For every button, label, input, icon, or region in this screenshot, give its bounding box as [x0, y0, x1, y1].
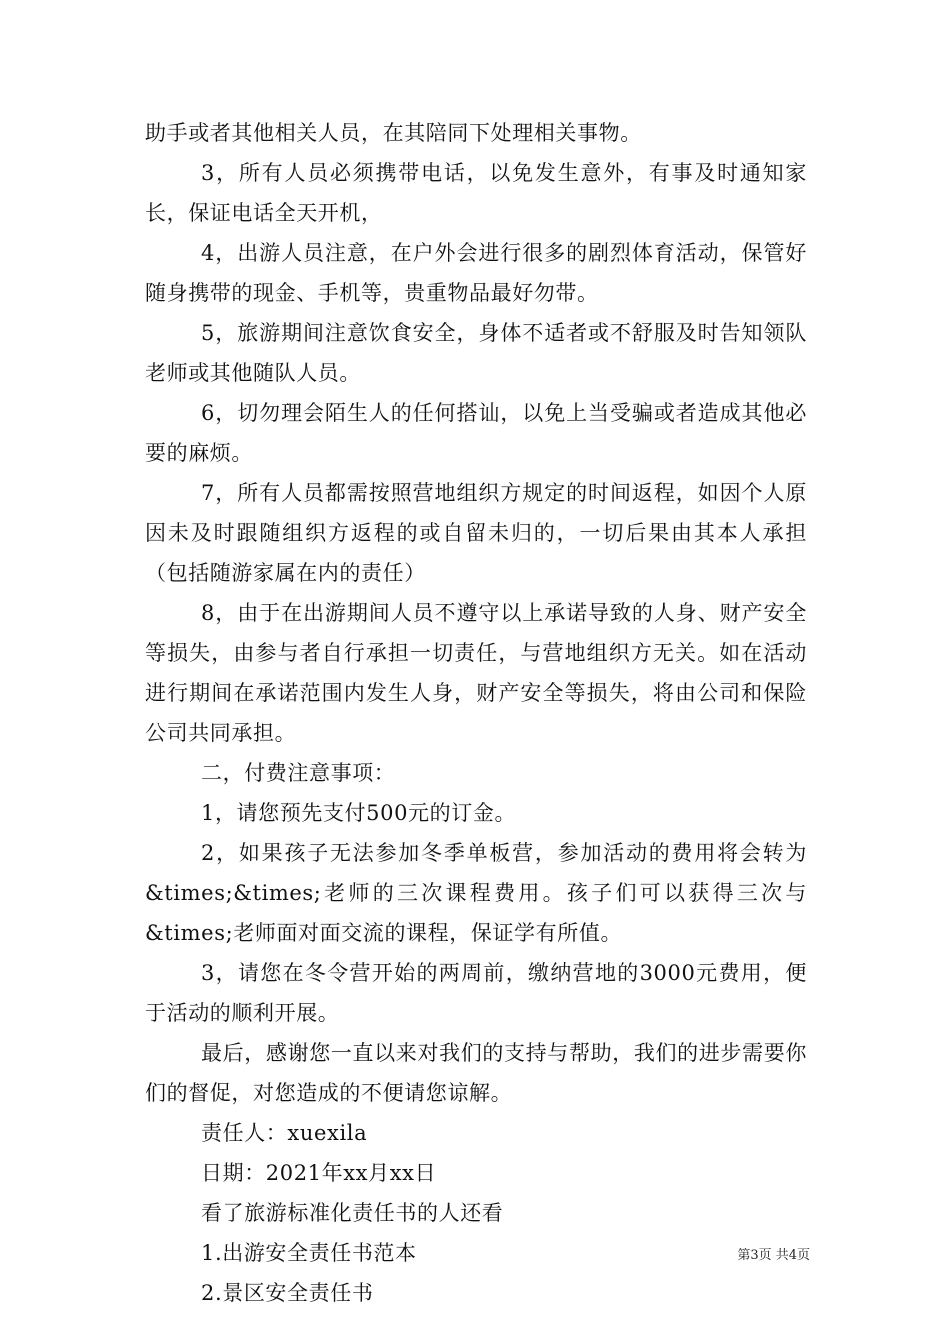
payment-item-2: 2，如果孩子无法参加冬季单板营，参加活动的费用将会转为&times;&times;老师的三次课程费用。孩子们可以获得三次与&times;老师面对面交流的课程，保证学有所值。 [145, 841, 807, 945]
paragraph-item-7: 7，所有人员都需按照营地组织方规定的时间返程，如因个人原因未及时跟随组织方返程的或自留未归的，一切后果由其本人承担（包括随游家属在内的责任） [145, 481, 807, 585]
date-line: 日期：2021年xx月xx日 [201, 1161, 437, 1185]
page-number: 第3页 共4页 [737, 1248, 810, 1263]
payment-item-3: 3，请您在冬令营开始的两周前，缴纳营地的3000元费用，便于活动的顺利开展。 [145, 961, 807, 1025]
related-link-1[interactable]: 1.出游安全责任书范本 [201, 1241, 417, 1265]
paragraph-item-5: 5，旅游期间注意饮食安全，身体不适者或不舒服及时告知领队老师或其他随队人员。 [145, 321, 807, 385]
paragraph-continuation: 助手或者其他相关人员，在其陪同下处理相关事物。 [145, 121, 642, 145]
section-heading-payment: 二，付费注意事项： [201, 761, 396, 785]
paragraph-item-8: 8，由于在出游期间人员不遵守以上承诺导致的人身、财产安全等损失，由参与者自行承担一切责任，与营地组织方无关。如在活动进行期间在承诺范围内发生人身，财产安全等损失，将由公司和保险公司共同承担。 [145, 601, 807, 745]
paragraph-item-6: 6，切勿理会陌生人的任何搭讪，以免上当受骗或者造成其他必要的麻烦。 [145, 401, 807, 465]
document-body [145, 113, 807, 1313]
paragraph-item-4: 4，出游人员注意，在户外会进行很多的剧烈体育活动，保管好随身携带的现金、手机等，贵重物品最好勿带。 [145, 241, 807, 305]
related-heading: 看了旅游标准化责任书的人还看 [201, 1201, 504, 1225]
responsible-person: 责任人：xuexila [201, 1121, 368, 1145]
related-link-2[interactable]: 2.景区安全责任书 [201, 1281, 374, 1305]
paragraph-item-3: 3，所有人员必须携带电话，以免发生意外，有事及时通知家长，保证电话全天开机， [145, 161, 807, 225]
closing-paragraph: 最后，感谢您一直以来对我们的支持与帮助，我们的进步需要你们的督促，对您造成的不便请您谅解。 [145, 1041, 807, 1105]
payment-item-1: 1，请您预先支付500元的订金。 [201, 801, 517, 825]
